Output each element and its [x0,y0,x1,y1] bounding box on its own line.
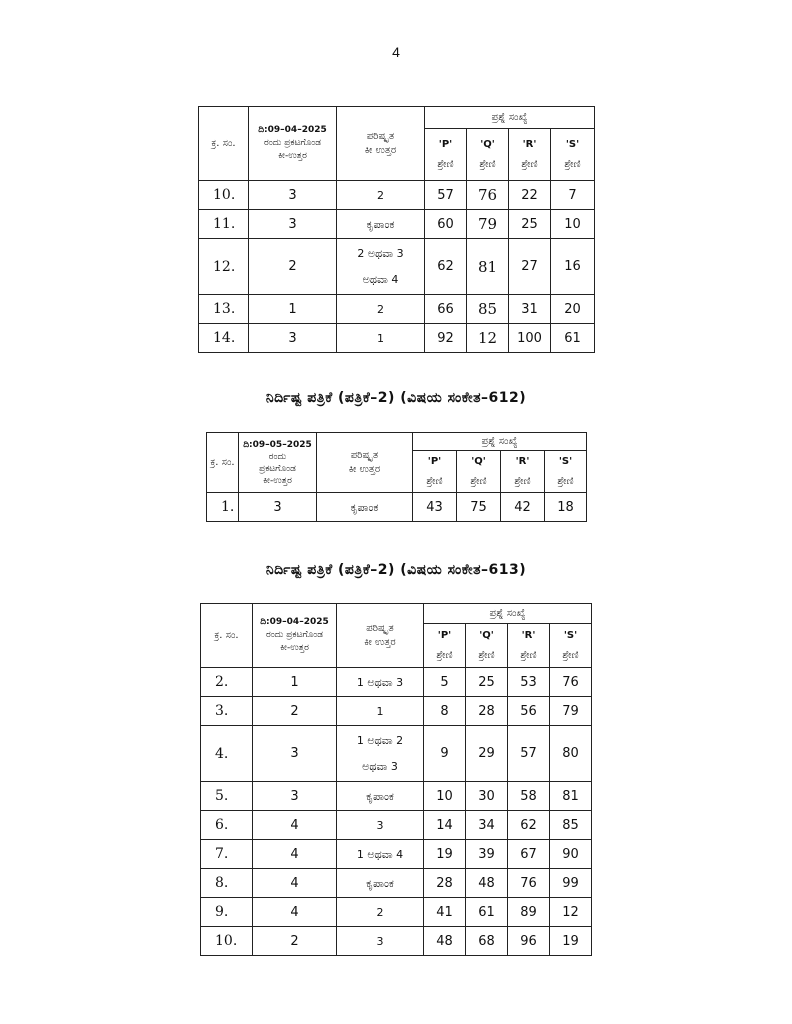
table-row [201,668,592,697]
answer-key-table-3 [200,603,592,956]
question-number-p-cell: 48 [424,927,466,956]
question-number-p-cell: 57 [425,181,467,210]
serial-number-cell: 12. [199,239,249,295]
page-number: 4 [392,44,400,60]
question-number-q-cell: 30 [466,782,508,811]
question-number-r-cell: 62 [508,811,550,840]
series-header-r [508,624,550,668]
published-answer-cell: 3 [239,493,317,522]
revised-answer-cell [337,927,424,956]
series-letter: 'S' [565,138,580,150]
revised-answer-cell [337,210,425,239]
published-key-header: ದಿ:09–04–2025 ರಂದು ಪ್ರಕಟಗೊಂಡ ಕೀ-ಉತ್ತರ [249,107,337,181]
question-number-p-cell: 14 [424,811,466,840]
published-answer-cell: 4 [253,840,337,869]
series-header-s [551,129,595,181]
table-row [199,324,595,353]
question-number-s-cell: 90 [550,840,592,869]
published-answer-cell: 3 [249,210,337,239]
revised-answer-cell [337,726,424,782]
series-header-r [501,451,545,493]
question-number-q-cell: 68 [466,927,508,956]
revised-answer-cell [337,898,424,927]
section-title-613: ನಿರ್ದಿಷ್ಟ ಪತ್ರಿಕೆ (ಪತ್ರಿಕೆ–2) (ವಿಷಯ ಸಂಕೇತ–613) [265,562,527,578]
question-number-s-cell: 18 [545,493,587,522]
published-answer-cell: 2 [253,927,337,956]
revised-answer-cell [337,239,425,295]
serial-number-cell: 6. [201,811,253,840]
published-answer-cell: 3 [249,324,337,353]
series-letter: 'P' [427,455,442,467]
series-letter: 'R' [521,629,536,641]
question-number-q-cell: 61 [466,898,508,927]
published-key-header: ದಿ:09–04–2025 ರಂದು ಪ್ರಕಟಗೊಂಡ ಕೀ-ಉತ್ತರ [253,604,337,668]
serial-no-header: ಕ್ರ. ಸಂ. [207,433,239,493]
serial-number-cell: 13. [199,295,249,324]
series-header-s [550,624,592,668]
question-number-q-cell: 76 [467,181,509,210]
question-number-s-cell: 99 [550,869,592,898]
revised-answer-line: 1 [377,332,384,345]
published-answer-cell: 1 [253,668,337,697]
question-number-r-cell: 56 [508,697,550,726]
question-number-q-cell: 75 [457,493,501,522]
question-number-q-cell: 79 [467,210,509,239]
series-header-s [545,451,587,493]
revised-answer-cell [337,869,424,898]
serial-no-header: ಕ್ರ. ಸಂ. [199,107,249,181]
question-number-p-cell: 19 [424,840,466,869]
revised-answer-line: 1 [376,705,384,718]
series-word: ಶ್ರೇಣಿ [479,158,496,170]
revised-answer-line: 1 ಅಥವಾ 3 [356,676,404,689]
question-number-s-cell: 79 [550,697,592,726]
question-number-header: ಪ್ರಶ್ನೆ ಸಂಖ್ಯೆ [413,433,587,451]
revised-answer-line: 2 [376,906,384,919]
question-number-p-cell: 62 [425,239,467,295]
revised-answer-line: 1 ಅಥವಾ 2 [356,734,404,747]
question-number-p-cell: 92 [425,324,467,353]
series-header-q [466,624,508,668]
question-number-header: ಪ್ರಶ್ನೆ ಸಂಖ್ಯೆ [425,107,595,129]
question-number-p-cell: 10 [424,782,466,811]
series-letter: 'R' [515,455,530,467]
table-row [201,782,592,811]
serial-number-cell: 10. [199,181,249,210]
series-word: ಶ್ರೇಣಿ [521,158,538,170]
revised-answer-line: 2 [377,189,384,202]
question-number-r-cell: 57 [508,726,550,782]
question-number-q-cell: 39 [466,840,508,869]
revised-answer-line: ಅಥವಾ 3 [362,760,398,773]
question-number-s-cell: 81 [550,782,592,811]
table-row [201,927,592,956]
revised-answer-cell [317,493,413,522]
published-answer-cell: 4 [253,869,337,898]
question-number-p-cell: 41 [424,898,466,927]
revised-answer-cell [337,697,424,726]
table-row [199,239,595,295]
question-number-q-cell: 12 [467,324,509,353]
series-word: ಶ್ರೇಣಿ [514,475,531,487]
series-letter: 'Q' [479,629,494,641]
question-number-r-cell: 27 [509,239,551,295]
revised-answer-cell [337,811,424,840]
table-row [199,181,595,210]
question-number-r-cell: 58 [508,782,550,811]
revised-answer-line: 3 [376,819,384,832]
published-answer-cell: 4 [253,898,337,927]
series-word: ಶ್ರೇಣಿ [564,158,581,170]
revised-answer-cell [337,324,425,353]
revised-answer-line: 3 [376,935,384,948]
published-answer-cell: 2 [253,697,337,726]
revised-key-header: ಪರಿಷ್ಕೃತ ಕೀ ಉತ್ತರ [317,433,413,493]
question-number-header: ಪ್ರಶ್ನೆ ಸಂಖ್ಯೆ [424,604,592,624]
table-row [201,811,592,840]
question-number-r-cell: 25 [509,210,551,239]
published-answer-cell: 4 [253,811,337,840]
revised-key-header: ಪರಿಷ್ಕೃತ ಕೀ ಉತ್ತರ [337,107,425,181]
table-row [201,726,592,782]
series-word: ಶ್ರೇಣಿ [562,649,579,661]
published-answer-cell: 3 [249,181,337,210]
table-row [201,840,592,869]
question-number-q-cell: 48 [466,869,508,898]
question-number-r-cell: 42 [501,493,545,522]
published-key-header: ದಿ:09–05–2025 ರಂದು ಪ್ರಕಟಗೊಂಡ ಕೀ-ಉತ್ತರ [239,433,317,493]
question-number-p-cell: 66 [425,295,467,324]
question-number-r-cell: 31 [509,295,551,324]
revised-answer-line: 2 [377,303,384,316]
question-number-q-cell: 29 [466,726,508,782]
question-number-p-cell: 9 [424,726,466,782]
question-number-p-cell: 5 [424,668,466,697]
question-number-s-cell: 80 [550,726,592,782]
revised-answer-line: ಅಥವಾ 4 [362,273,399,286]
series-header-p [424,624,466,668]
section-title-612: ನಿರ್ದಿಷ್ಟ ಪತ್ರಿಕೆ (ಪತ್ರಿಕೆ–2) (ವಿಷಯ ಸಂಕೇತ–612) [265,390,527,406]
published-answer-cell: 3 [253,782,337,811]
answer-key-table-1 [198,106,595,353]
series-word: ಶ್ರೇಣಿ [520,649,537,661]
question-number-r-cell: 76 [508,869,550,898]
revised-answer-cell [337,840,424,869]
series-letter: 'P' [437,629,452,641]
revised-key-header: ಪರಿಷ್ಕೃತ ಕೀ ಉತ್ತರ [337,604,424,668]
question-number-q-cell: 34 [466,811,508,840]
question-number-r-cell: 100 [509,324,551,353]
question-number-r-cell: 22 [509,181,551,210]
serial-number-cell: 2. [201,668,253,697]
question-number-s-cell: 76 [550,668,592,697]
question-number-r-cell: 89 [508,898,550,927]
question-number-s-cell: 20 [551,295,595,324]
serial-number-cell: 4. [201,726,253,782]
question-number-s-cell: 12 [550,898,592,927]
series-letter: 'R' [522,138,537,150]
revised-answer-cell [337,782,424,811]
published-answer-cell: 2 [249,239,337,295]
question-number-p-cell: 8 [424,697,466,726]
revised-answer-line: ಕೃಪಾಂಕ [366,790,394,803]
serial-number-cell: 11. [199,210,249,239]
series-header-r [509,129,551,181]
series-header-p [413,451,457,493]
question-number-q-cell: 28 [466,697,508,726]
question-number-s-cell: 61 [551,324,595,353]
series-word: ಶ್ರೇಣಿ [426,475,443,487]
series-header-q [467,129,509,181]
question-number-r-cell: 53 [508,668,550,697]
series-letter: 'P' [438,138,453,150]
table-row [199,210,595,239]
series-letter: 'S' [563,629,578,641]
question-number-s-cell: 85 [550,811,592,840]
answer-key-table-2 [206,432,587,522]
revised-answer-cell [337,668,424,697]
question-number-p-cell: 28 [424,869,466,898]
serial-number-cell: 5. [201,782,253,811]
series-word: ಶ್ರೇಣಿ [478,649,495,661]
serial-number-cell: 8. [201,869,253,898]
serial-no-header: ಕ್ರ. ಸಂ. [201,604,253,668]
table-row [201,697,592,726]
question-number-q-cell: 81 [467,239,509,295]
question-number-q-cell: 85 [467,295,509,324]
serial-number-cell: 9. [201,898,253,927]
published-answer-cell: 1 [249,295,337,324]
question-number-r-cell: 67 [508,840,550,869]
question-number-s-cell: 7 [551,181,595,210]
question-number-p-cell: 60 [425,210,467,239]
series-word: ಶ್ರೇಣಿ [436,649,453,661]
table-row [201,898,592,927]
question-number-s-cell: 10 [551,210,595,239]
published-answer-cell: 3 [253,726,337,782]
series-word: ಶ್ರೇಣಿ [437,158,454,170]
question-number-q-cell: 25 [466,668,508,697]
revised-answer-cell [337,181,425,210]
series-header-q [457,451,501,493]
series-word: ಶ್ರೇಣಿ [557,475,574,487]
table-row [207,493,587,522]
serial-number-cell: 10. [201,927,253,956]
series-letter: 'S' [558,455,573,467]
table-row [199,295,595,324]
question-number-s-cell: 16 [551,239,595,295]
question-number-r-cell: 96 [508,927,550,956]
serial-number-cell: 14. [199,324,249,353]
revised-answer-line: 2 ಅಥವಾ 3 [357,247,404,260]
serial-number-cell: 1. [207,493,239,522]
revised-answer-cell [337,295,425,324]
table-row [201,869,592,898]
series-header-p [425,129,467,181]
revised-answer-line: ಕೃಪಾಂಕ [366,877,394,890]
revised-answer-line: 1 ಅಥವಾ 4 [356,848,404,861]
serial-number-cell: 7. [201,840,253,869]
series-letter: 'Q' [480,138,495,150]
revised-answer-line: ಕೃಪಾಂಕ [350,501,379,514]
series-word: ಶ್ರೇಣಿ [470,475,487,487]
question-number-p-cell: 43 [413,493,457,522]
revised-answer-line: ಕೃಪಾಂಕ [366,218,395,231]
serial-number-cell: 3. [201,697,253,726]
question-number-s-cell: 19 [550,927,592,956]
series-letter: 'Q' [471,455,486,467]
